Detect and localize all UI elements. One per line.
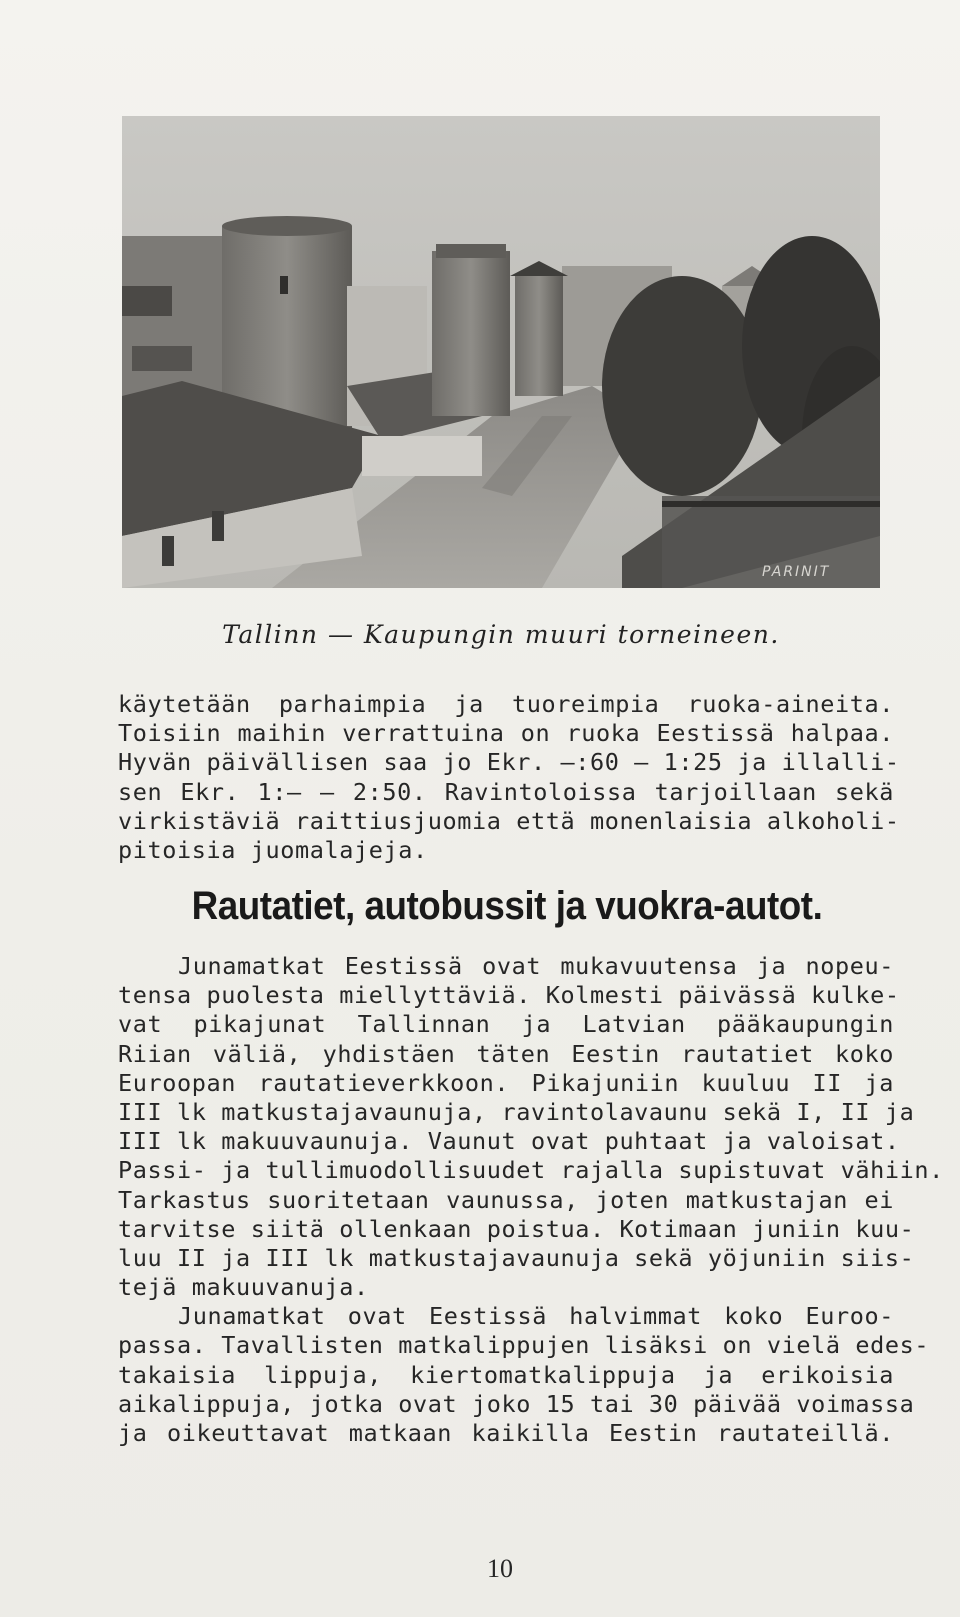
text-line: III lk matkustajavaunuja, ravintolavaunu sekä I, II ja (118, 1097, 915, 1126)
text-line: ja oikeuttavat matkaan kaikilla Eestin rautateillä. (118, 1419, 894, 1447)
text-line: tejä makuuvanuja. (118, 1273, 369, 1302)
page-number: 10 (487, 1554, 513, 1583)
text-line: tensa puolesta miellyttäviä. Kolmesti päivässä kulke- (118, 981, 900, 1010)
paragraph-railways (118, 952, 944, 1448)
text-line: Hyvän päivällisen saa jo Ekr. —:60 — 1:25 ja illalli- (118, 748, 900, 777)
text-line: tarvitse siitä ollenkaan poistua. Kotimaan juniin kuu- (118, 1214, 915, 1243)
photo-caption: Tallinn — Kaupungin muuri torneineen. (222, 620, 780, 649)
text-line: takaisia lippuja, kiertomatkalippuja ja erikoisia (118, 1360, 894, 1389)
tallinn-city-wall-photo (122, 116, 880, 588)
text-line: Euroopan rautatieverkkoon. Pikajuniin kuuluu II ja (118, 1068, 894, 1097)
text-line: Passi- ja tullimuodollisuudet rajalla supistuvat vähiin. (118, 1156, 944, 1185)
text-line: passa. Tavallisten matkalippujen lisäksi on vielä edes- (118, 1331, 930, 1360)
text-line: III lk makuuvaunuja. Vaunut ovat puhtaat ja valoisat. (118, 1127, 900, 1156)
text-line: käytetään parhaimpia ja tuoreimpia ruoka-aineita. (118, 690, 894, 718)
photo-signature: PARINIT (762, 564, 831, 580)
text-line: Junamatkat Eestissä ovat mukavuutensa ja nopeu- (178, 952, 894, 980)
text-line: pitoisia juomalajeja. (118, 835, 428, 864)
paragraph-food-prices (118, 690, 900, 865)
text-line: Junamatkat ovat Eestissä halvimmat koko Euroo- (178, 1302, 894, 1331)
text-line: Tarkastus suoritetaan vaunussa, joten matkustajan ei (118, 1185, 894, 1214)
text-line: luu II ja III lk matkustajavaunuja sekä yöjuniin siis- (118, 1243, 915, 1272)
photo-illustration (122, 116, 880, 588)
section-heading: Rautatiet, autobussit ja vuokra-autot. (191, 884, 823, 928)
text-line: Riian väliä, yhdistäen täten Eestin rautatiet koko (118, 1039, 894, 1068)
text-line: vat pikajunat Tallinnan ja Latvian pääkaupungin (118, 1010, 894, 1039)
text-line: aikalippuja, jotka ovat joko 15 tai 30 päivää voimassa (118, 1389, 915, 1418)
text-line: sen Ekr. 1:— — 2:50. Ravintoloissa tarjoillaan sekä (118, 777, 894, 806)
text-line: Toisiin maihin verrattuina on ruoka Eestissä halpaa. (118, 719, 894, 748)
text-line: virkistäviä raittiusjuomia että monenlaisia alkoholi- (118, 806, 900, 835)
